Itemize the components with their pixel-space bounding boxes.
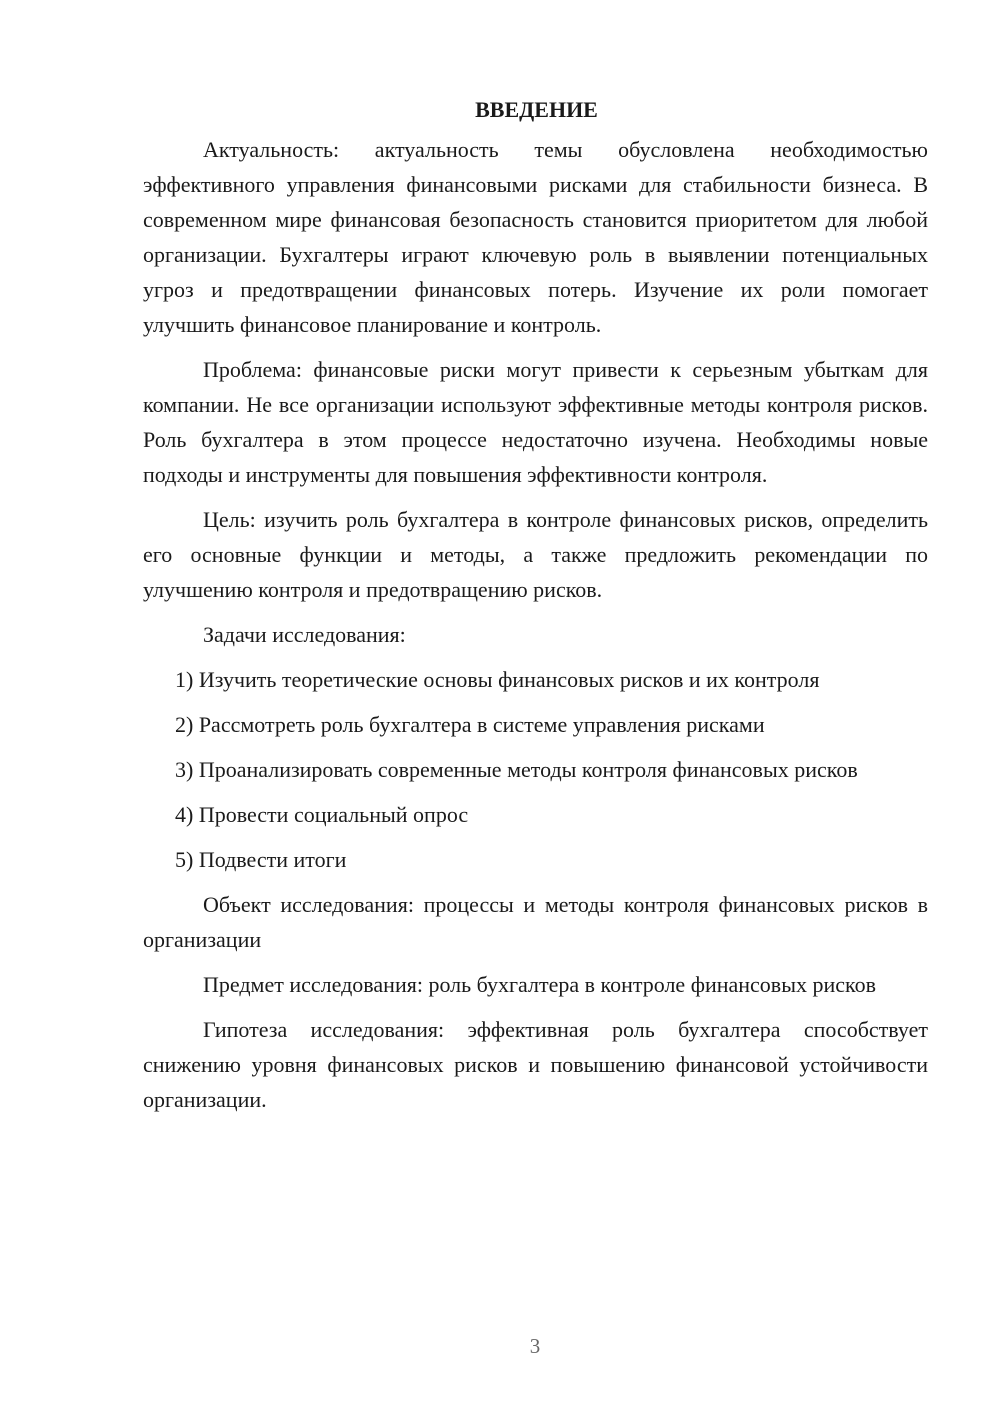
paragraph-problem: Проблема: финансовые риски могут привести к серьезным убыткам для компании. Не все организации используют эффективные методы контроля рисков. Роль бухгалтера в этом процессе недостаточно изучена. Необходимы новые подходы и инструменты для повышения эффективности контроля. [143, 357, 928, 487]
section-heading: ВВЕДЕНИЕ [475, 97, 598, 122]
paragraph-goal: Цель: изучить роль бухгалтера в контроле финансовых рисков, определить его основные функции и методы, а также предложить рекомендации по улучшению контроля и предотвращению рисков. [143, 507, 928, 602]
task-item-1: 1) Изучить теоретические основы финансовых рисков и их контроля [175, 667, 820, 692]
task-item-4: 4) Провести социальный опрос [175, 802, 469, 827]
paragraph-subject: Предмет исследования: роль бухгалтера в контроле финансовых рисков [203, 972, 876, 997]
task-item-2: 2) Рассмотреть роль бухгалтера в системе управления рисками [175, 712, 765, 737]
paragraph-tasks-intro: Задачи исследования: [203, 622, 406, 647]
paragraph-relevance: Актуальность: актуальность темы обусловлена необходимостью эффективного управления финансовыми рисками для стабильности бизнеса. В современном мире финансовая безопасность становится приоритетом для любой организации. Бухгалтеры играют ключевую роль в выявлении потенциальных угроз и предотвращении финансовых потерь. Изучение их роли помогает улучшить финансовое планирование и контроль. [143, 137, 928, 337]
paragraph-hypothesis: Гипотеза исследования: эффективная роль бухгалтера способствует снижению уровня финансовых рисков и повышению финансовой устойчивости организации. [143, 1017, 928, 1112]
task-item-3: 3) Проанализировать современные методы контроля финансовых рисков [175, 757, 858, 782]
paragraph-object: Объект исследования: процессы и методы контроля финансовых рисков в организации [143, 892, 928, 952]
page-number: 3 [529, 1334, 541, 1358]
page-content [143, 92, 928, 1127]
task-item-5: 5) Подвести итоги [175, 847, 347, 872]
